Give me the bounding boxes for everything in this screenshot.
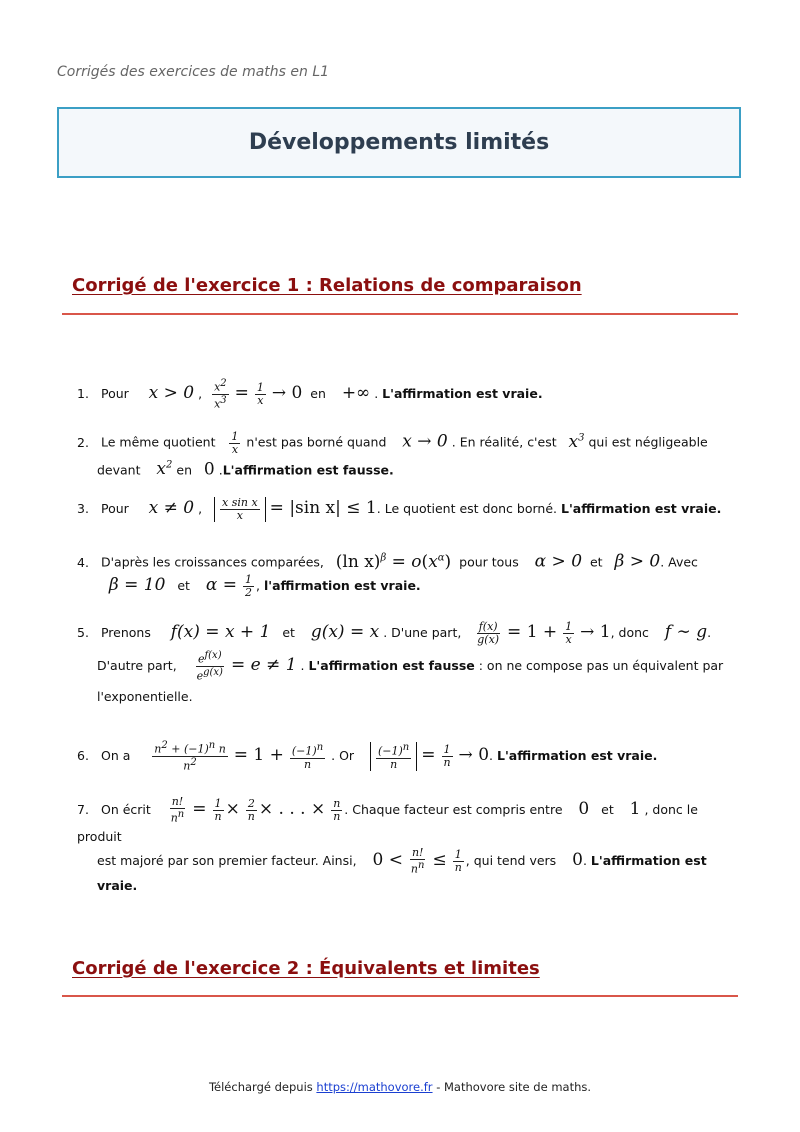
verdict: vraie. xyxy=(97,877,138,893)
section-divider-2 xyxy=(62,995,738,997)
footer: Téléchargé depuis https://mathovore.fr - Mathovore site de maths. xyxy=(208,1080,592,1094)
math: +∞ xyxy=(341,382,371,403)
fraction: $\frac{1}{n}$ xyxy=(443,742,451,769)
list-item-6: 6. On a $\frac{n^2 + (-1)^n n}{n^2}$ = 1 + $\frac{(-1)^n}{n}$ . Or $\frac{(-1)^n}{n}$ = $\frac{1}{n}$ → 0. L'affirmation est vraie. xyxy=(77,740,658,773)
fraction: $\frac{1}{x}$ xyxy=(231,429,239,456)
fraction: $\frac{f(x)}{g(x)}$ xyxy=(477,619,500,646)
verdict: L'affirmation est vraie. xyxy=(382,385,543,401)
math: x → 0 xyxy=(402,431,448,452)
list-item-2: 2. Le même quotient $\frac{1}{x}$ n'est pas borné quand x → 0 . En réalité, c'est $x^3$ qui est négligeable devant $x^2$ en 0 .L'affirmation est fausse. xyxy=(77,429,708,480)
footer-link[interactable]: https://mathovore.fr xyxy=(316,1080,433,1094)
fraction: $\frac{n^2 + (-1)^n n}{n^2}$ xyxy=(154,740,226,773)
fraction: $\frac{(-1)^n}{n}$ xyxy=(291,741,324,771)
section-title-2: Corrigé de l'exercice 2 : Équivalents et limites xyxy=(72,958,540,979)
list-item-1: 1. Pour x > 0 , $\frac{x^2}{x^3}$ = $\frac{1}{x}$ → 0 en +∞ . L'affirmation est vraie. xyxy=(77,378,543,411)
fraction: $\frac{n!}{n^n}$ xyxy=(170,795,185,825)
verdict: L'affirmation est fausse xyxy=(308,657,475,673)
verdict: L'affirmation est fausse. xyxy=(222,462,394,478)
list-item-7: 7. On écrit $\frac{n!}{n^n}$ = $\frac{1}{n}$ × $\frac{2}{n}$ × . . . × $\frac{n}{n}$ . Chaque facteur est compris entre 0 et 1 , donc le produit est majoré par son premier facteur. Ainsi, 0 < $\frac{n!}{n^n}$ ≤ $\frac{1}{n}$ , qui tend vers 0. L'affirmation est vraie. xyxy=(77,795,707,893)
fraction: $\frac{x^2}{x^3}$ xyxy=(214,378,227,411)
list-item-4: 4. D'après les croissances comparées, (ln $x)^\beta = o(x^\alpha)$ pour tous α > 0 et β > 0. Avec β = 10 et α = $\frac{1}{2}$ , l'affirmation est vraie. xyxy=(77,551,698,599)
section-title-1: Corrigé de l'exercice 1 : Relations de comparaison xyxy=(72,275,582,296)
fraction: $\frac{1}{2}$ xyxy=(244,572,252,599)
list-item-5: 5. Prenons f(x) = x + 1 et g(x) = x . D'une part, $\frac{f(x)}{g(x)}$ = 1 + $\frac{1}{x}$ → 1, donc f ∼ g. D'autre part, $\frac{e^{f(x)}}{e^{g(x)}}$ = e ≠ 1 . L'affirmation est fausse : on ne compose pas un équivalent par l'exponentielle. xyxy=(77,619,724,704)
absolute-value: $\frac{\text{x sin x}}{x}$ xyxy=(214,497,266,522)
verdict: L'affirmation est xyxy=(590,852,707,868)
math: = |sin x| ≤ 1 xyxy=(269,498,377,518)
page-title: Développements limités xyxy=(248,130,550,155)
math: (ln $x)^\beta = o(x^\alpha)$ xyxy=(335,551,452,572)
absolute-value: $\frac{(-1)^n}{n}$ xyxy=(370,742,417,771)
verdict: l'affirmation est vraie. xyxy=(263,577,421,593)
fraction: $\frac{1}{x}$ xyxy=(565,619,573,646)
title-box xyxy=(57,107,741,178)
page-subtitle: Corrigés des exercices de maths en L1 xyxy=(57,64,330,80)
fraction: $\frac{e^{f(x)}}{e^{g(x)}}$ xyxy=(196,650,223,683)
math: x > 0 xyxy=(148,382,195,403)
section-divider-1 xyxy=(62,313,738,315)
verdict: L'affirmation est vraie. xyxy=(560,501,722,516)
verdict: L'affirmation est vraie. xyxy=(496,747,658,763)
fraction: $\frac{1}{x}$ xyxy=(256,380,264,407)
math: 0 xyxy=(203,459,215,480)
math: x ≠ 0 xyxy=(148,498,195,518)
list-item-3: 3. Pour x ≠ 0 , $\frac{\text{x sin x}}{x}$ = |sin x| ≤ 1. Le quotient est donc borné. L'affirmation est vraie. xyxy=(77,495,722,522)
